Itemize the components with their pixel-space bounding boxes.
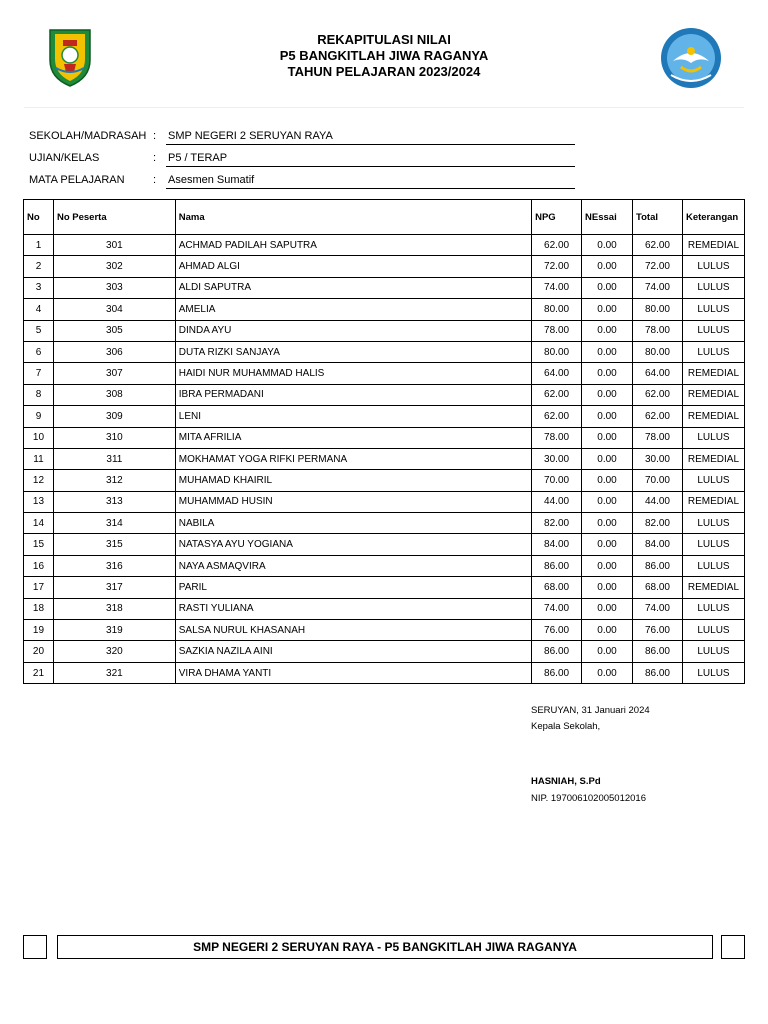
- participant-number-cell: 319: [53, 620, 175, 641]
- info-label: UJIAN/KELAS: [29, 152, 100, 164]
- table-row: [24, 620, 745, 641]
- total-score-cell: 64.00: [633, 363, 683, 384]
- info-value: Asesmen Sumatif: [166, 173, 575, 189]
- essay-score-cell: 0.00: [582, 470, 633, 491]
- row-number-cell: 5: [24, 320, 54, 341]
- signature-name: HASNIAH, S.Pd: [531, 776, 601, 787]
- info-value: SMP NEGERI 2 SERUYAN RAYA: [166, 129, 575, 145]
- essay-score-cell: 0.00: [582, 598, 633, 619]
- row-number-cell: 13: [24, 491, 54, 512]
- table-row: [24, 341, 745, 362]
- total-score-cell: 80.00: [633, 299, 683, 320]
- essay-score-cell: 0.00: [582, 341, 633, 362]
- result-status-cell: LULUS: [682, 598, 744, 619]
- info-label: MATA PELAJARAN: [29, 174, 125, 186]
- participant-number-cell: 321: [53, 662, 175, 683]
- student-name-cell: SAZKIA NAZILA AINI: [175, 641, 531, 662]
- tut-wuri-handayani-logo: [659, 27, 723, 89]
- participant-number-cell: 309: [53, 406, 175, 427]
- participant-number-cell: 314: [53, 513, 175, 534]
- result-status-cell: LULUS: [682, 513, 744, 534]
- row-number-cell: 1: [24, 235, 54, 256]
- result-status-cell: REMEDIAL: [682, 235, 744, 256]
- total-score-cell: 68.00: [633, 577, 683, 598]
- row-number-cell: 20: [24, 641, 54, 662]
- result-status-cell: LULUS: [682, 299, 744, 320]
- signature-nip: NIP. 197006102005012016: [531, 793, 646, 804]
- row-number-cell: 18: [24, 598, 54, 619]
- npg-score-cell: 82.00: [532, 513, 582, 534]
- info-colon: :: [153, 152, 157, 164]
- student-name-cell: DUTA RIZKI SANJAYA: [175, 341, 531, 362]
- participant-number-cell: 311: [53, 448, 175, 469]
- npg-score-cell: 62.00: [532, 235, 582, 256]
- participant-number-cell: 315: [53, 534, 175, 555]
- student-name-cell: ALDI SAPUTRA: [175, 277, 531, 298]
- npg-score-cell: 80.00: [532, 341, 582, 362]
- participant-number-cell: 310: [53, 427, 175, 448]
- essay-score-cell: 0.00: [582, 641, 633, 662]
- npg-score-cell: 74.00: [532, 277, 582, 298]
- essay-score-cell: 0.00: [582, 513, 633, 534]
- row-number-cell: 2: [24, 256, 54, 277]
- student-name-cell: SALSA NURUL KHASANAH: [175, 620, 531, 641]
- student-name-cell: NABILA: [175, 513, 531, 534]
- table-row: [24, 448, 745, 469]
- total-score-cell: 62.00: [633, 384, 683, 405]
- table-row: [24, 299, 745, 320]
- info-value: P5 / TERAP: [166, 151, 575, 167]
- result-status-cell: REMEDIAL: [682, 384, 744, 405]
- result-status-cell: LULUS: [682, 320, 744, 341]
- result-status-cell: LULUS: [682, 277, 744, 298]
- total-score-cell: 78.00: [633, 427, 683, 448]
- student-name-cell: LENI: [175, 406, 531, 427]
- table-row: [24, 513, 745, 534]
- total-score-cell: 76.00: [633, 620, 683, 641]
- header-divider: [24, 107, 744, 108]
- table-row: [24, 427, 745, 448]
- npg-score-cell: 62.00: [532, 406, 582, 427]
- result-status-cell: REMEDIAL: [682, 363, 744, 384]
- npg-score-cell: 72.00: [532, 256, 582, 277]
- essay-score-cell: 0.00: [582, 448, 633, 469]
- score-table: [23, 199, 745, 684]
- regional-emblem-logo: [46, 26, 94, 88]
- participant-number-cell: 307: [53, 363, 175, 384]
- total-score-cell: 30.00: [633, 448, 683, 469]
- npg-score-cell: 78.00: [532, 320, 582, 341]
- signature-place-date: SERUYAN, 31 Januari 2024: [531, 705, 650, 716]
- row-number-cell: 16: [24, 555, 54, 576]
- participant-number-cell: 304: [53, 299, 175, 320]
- result-status-cell: REMEDIAL: [682, 406, 744, 427]
- result-status-cell: LULUS: [682, 641, 744, 662]
- table-row: [24, 320, 745, 341]
- row-number-cell: 19: [24, 620, 54, 641]
- table-row: [24, 363, 745, 384]
- participant-number-cell: 317: [53, 577, 175, 598]
- table-row: [24, 641, 745, 662]
- total-score-cell: 44.00: [633, 491, 683, 512]
- total-score-cell: 70.00: [633, 470, 683, 491]
- student-name-cell: DINDA AYU: [175, 320, 531, 341]
- table-row: [24, 577, 745, 598]
- participant-number-cell: 312: [53, 470, 175, 491]
- row-number-cell: 15: [24, 534, 54, 555]
- essay-score-cell: 0.00: [582, 299, 633, 320]
- title-line-1: REKAPITULASI NILAI: [317, 32, 451, 47]
- table-row: [24, 555, 745, 576]
- participant-number-cell: 313: [53, 491, 175, 512]
- result-status-cell: LULUS: [682, 427, 744, 448]
- total-score-cell: 80.00: [633, 341, 683, 362]
- npg-score-cell: 68.00: [532, 577, 582, 598]
- column-header: Keterangan: [682, 200, 744, 235]
- essay-score-cell: 0.00: [582, 555, 633, 576]
- row-number-cell: 3: [24, 277, 54, 298]
- participant-number-cell: 308: [53, 384, 175, 405]
- total-score-cell: 86.00: [633, 662, 683, 683]
- participant-number-cell: 305: [53, 320, 175, 341]
- npg-score-cell: 84.00: [532, 534, 582, 555]
- npg-score-cell: 70.00: [532, 470, 582, 491]
- footer-box-left: [23, 935, 47, 959]
- npg-score-cell: 30.00: [532, 448, 582, 469]
- result-status-cell: LULUS: [682, 470, 744, 491]
- npg-score-cell: 64.00: [532, 363, 582, 384]
- essay-score-cell: 0.00: [582, 235, 633, 256]
- student-name-cell: PARIL: [175, 577, 531, 598]
- table-row: [24, 384, 745, 405]
- student-name-cell: IBRA PERMADANI: [175, 384, 531, 405]
- npg-score-cell: 76.00: [532, 620, 582, 641]
- table-row: [24, 277, 745, 298]
- student-name-cell: MOKHAMAT YOGA RIFKI PERMANA: [175, 448, 531, 469]
- result-status-cell: REMEDIAL: [682, 577, 744, 598]
- total-score-cell: 74.00: [633, 598, 683, 619]
- row-number-cell: 10: [24, 427, 54, 448]
- table-row: [24, 256, 745, 277]
- student-name-cell: AMELIA: [175, 299, 531, 320]
- table-row: [24, 235, 745, 256]
- table-header-row: [24, 200, 745, 235]
- row-number-cell: 9: [24, 406, 54, 427]
- essay-score-cell: 0.00: [582, 534, 633, 555]
- essay-score-cell: 0.00: [582, 620, 633, 641]
- student-name-cell: ACHMAD PADILAH SAPUTRA: [175, 235, 531, 256]
- result-status-cell: LULUS: [682, 341, 744, 362]
- result-status-cell: REMEDIAL: [682, 448, 744, 469]
- table-row: [24, 598, 745, 619]
- result-status-cell: REMEDIAL: [682, 491, 744, 512]
- participant-number-cell: 316: [53, 555, 175, 576]
- row-number-cell: 6: [24, 341, 54, 362]
- essay-score-cell: 0.00: [582, 427, 633, 448]
- row-number-cell: 14: [24, 513, 54, 534]
- essay-score-cell: 0.00: [582, 577, 633, 598]
- result-status-cell: LULUS: [682, 534, 744, 555]
- npg-score-cell: 78.00: [532, 427, 582, 448]
- participant-number-cell: 320: [53, 641, 175, 662]
- total-score-cell: 82.00: [633, 513, 683, 534]
- participant-number-cell: 301: [53, 235, 175, 256]
- row-number-cell: 17: [24, 577, 54, 598]
- student-name-cell: RASTI YULIANA: [175, 598, 531, 619]
- info-label: SEKOLAH/MADRASAH: [29, 130, 147, 142]
- student-name-cell: NATASYA AYU YOGIANA: [175, 534, 531, 555]
- participant-number-cell: 318: [53, 598, 175, 619]
- student-name-cell: MUHAMAD KHAIRIL: [175, 470, 531, 491]
- table-row: [24, 406, 745, 427]
- signature-role: Kepala Sekolah,: [531, 721, 601, 732]
- npg-score-cell: 74.00: [532, 598, 582, 619]
- total-score-cell: 74.00: [633, 277, 683, 298]
- essay-score-cell: 0.00: [582, 491, 633, 512]
- total-score-cell: 62.00: [633, 235, 683, 256]
- row-number-cell: 21: [24, 662, 54, 683]
- essay-score-cell: 0.00: [582, 256, 633, 277]
- result-status-cell: LULUS: [682, 256, 744, 277]
- footer-box-right: [721, 935, 745, 959]
- essay-score-cell: 0.00: [582, 363, 633, 384]
- result-status-cell: LULUS: [682, 555, 744, 576]
- column-header: Total: [633, 200, 683, 235]
- column-header: NPG: [532, 200, 582, 235]
- student-name-cell: MUHAMMAD HUSIN: [175, 491, 531, 512]
- column-header: No Peserta: [53, 200, 175, 235]
- npg-score-cell: 86.00: [532, 662, 582, 683]
- title-line-2: P5 BANGKITLAH JIWA RAGANYA: [279, 48, 489, 63]
- total-score-cell: 62.00: [633, 406, 683, 427]
- student-name-cell: NAYA ASMAQVIRA: [175, 555, 531, 576]
- column-header: Nama: [175, 200, 531, 235]
- table-row: [24, 491, 745, 512]
- participant-number-cell: 306: [53, 341, 175, 362]
- npg-score-cell: 86.00: [532, 641, 582, 662]
- essay-score-cell: 0.00: [582, 662, 633, 683]
- column-header: No: [24, 200, 54, 235]
- student-name-cell: AHMAD ALGI: [175, 256, 531, 277]
- student-name-cell: HAIDI NUR MUHAMMAD HALIS: [175, 363, 531, 384]
- total-score-cell: 78.00: [633, 320, 683, 341]
- total-score-cell: 86.00: [633, 555, 683, 576]
- npg-score-cell: 86.00: [532, 555, 582, 576]
- participant-number-cell: 302: [53, 256, 175, 277]
- npg-score-cell: 80.00: [532, 299, 582, 320]
- student-name-cell: MITA AFRILIA: [175, 427, 531, 448]
- row-number-cell: 11: [24, 448, 54, 469]
- essay-score-cell: 0.00: [582, 384, 633, 405]
- column-header: NEssai: [582, 200, 633, 235]
- essay-score-cell: 0.00: [582, 320, 633, 341]
- table-row: [24, 534, 745, 555]
- result-status-cell: LULUS: [682, 620, 744, 641]
- row-number-cell: 12: [24, 470, 54, 491]
- table-row: [24, 470, 745, 491]
- document-title: [200, 32, 568, 80]
- title-line-3: TAHUN PELAJARAN 2023/2024: [287, 64, 481, 79]
- info-colon: :: [153, 130, 157, 142]
- table-row: [24, 662, 745, 683]
- npg-score-cell: 62.00: [532, 384, 582, 405]
- table-body: [24, 235, 745, 684]
- essay-score-cell: 0.00: [582, 277, 633, 298]
- row-number-cell: 8: [24, 384, 54, 405]
- student-name-cell: VIRA DHAMA YANTI: [175, 662, 531, 683]
- npg-score-cell: 44.00: [532, 491, 582, 512]
- row-number-cell: 7: [24, 363, 54, 384]
- footer-banner: SMP NEGERI 2 SERUYAN RAYA - P5 BANGKITLAH JIWA RAGANYA: [57, 935, 713, 959]
- participant-number-cell: 303: [53, 277, 175, 298]
- info-colon: :: [153, 174, 157, 186]
- total-score-cell: 84.00: [633, 534, 683, 555]
- total-score-cell: 72.00: [633, 256, 683, 277]
- result-status-cell: LULUS: [682, 662, 744, 683]
- essay-score-cell: 0.00: [582, 406, 633, 427]
- row-number-cell: 4: [24, 299, 54, 320]
- total-score-cell: 86.00: [633, 641, 683, 662]
